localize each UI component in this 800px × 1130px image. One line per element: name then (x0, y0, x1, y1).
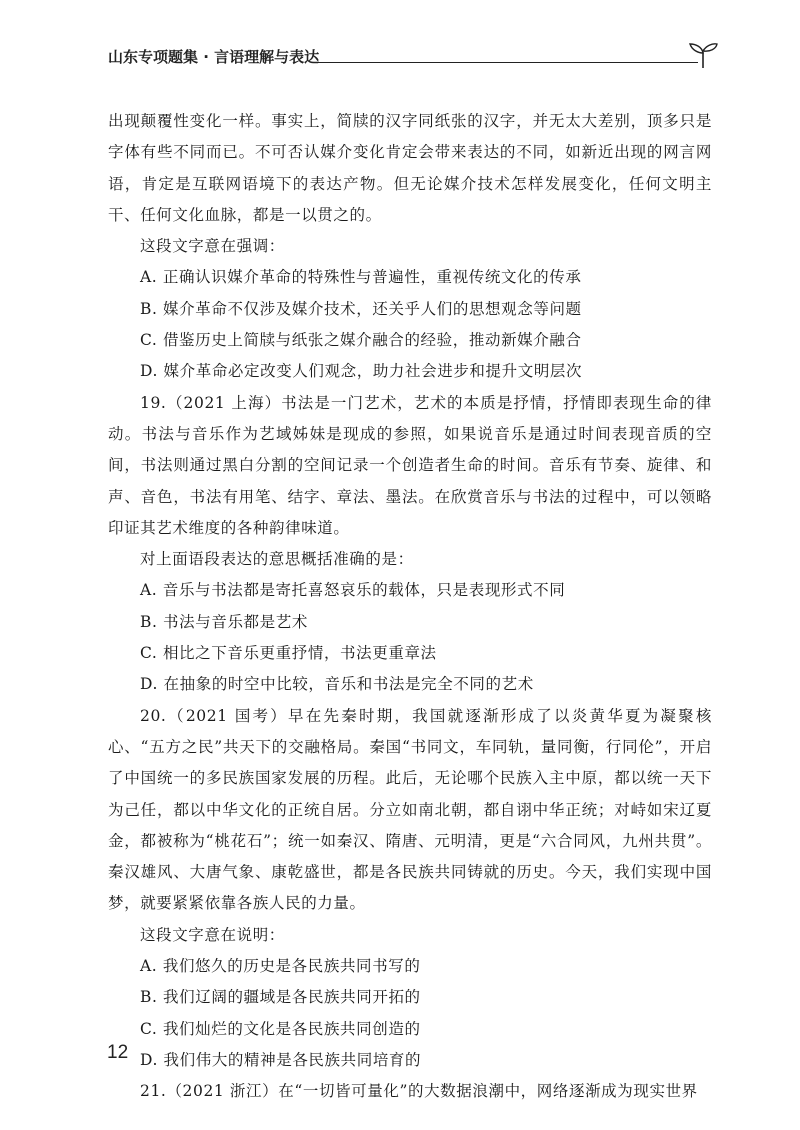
option-b: B. 我们辽阔的疆域是各民族共同开拓的 (140, 988, 421, 1007)
option-a: A. 正确认识媒介革命的特殊性与普遍性，重视传统文化的传承 (140, 268, 582, 287)
option-a: A. 我们悠久的历史是各民族共同书写的 (140, 957, 421, 976)
option-c: C. 借鉴历史上简牍与纸张之媒介融合的经验，推动新媒介融合 (140, 331, 582, 350)
option-d: D. 我们伟大的精神是各民族共同培育的 (140, 1050, 422, 1069)
question-21: 21.（2021 浙江）在“一切皆可量化”的大数据浪潮中，网络逐渐成为现实世界 (140, 1082, 698, 1101)
question-stem: 这段文字意在说明： (140, 925, 285, 944)
header-rule (313, 62, 698, 63)
header-title: 山东专项题集 · 言语理解与表达 (108, 48, 320, 66)
option-a: A. 音乐与书法都是寄托喜怒哀乐的载体，只是表现形式不同 (140, 581, 566, 600)
question-stem: 这段文字意在强调： (140, 237, 285, 256)
question-20: 20.（2021 国考）早在先秦时期，我国就逐渐形成了以炎黄华夏为凝聚核心、“五方之民”共天下的交融格局。秦国“书同文，车同轨，量同衡，行同伦”，开启了中国统一的多民族国家发展的历程。此后，无论哪个民族入主中原，都以统一天下为己任，都以中华文化的正统自居。分立如南北朝，都自诩中华正统；对峙如宋辽夏金，都被称为“桃花石”；统一如秦汉、隋唐、元明清，更是“六合同风，九州共贯”。秦汉雄风、大唐气象、康乾盛世，都是各民族共同铸就的历史。今天，我们实现中国梦，就要紧紧依靠各族人民的力量。 (108, 706, 712, 913)
page-body (108, 106, 712, 1108)
question-19: 19.（2021 上海）书法是一门艺术，艺术的本质是抒情，抒情即表现生命的律动。书法与音乐作为艺域姊妹是现成的参照，如果说音乐是通过时间表现音质的空间，书法则通过黑白分割的空间记录一个创造者生命的时间。音乐有节奏、旋律、和声、音色，书法有用笔、结字、章法、墨法。在欣赏音乐与书法的过程中，可以领略印证其艺术维度的各种韵律味道。 (108, 393, 712, 537)
option-b: B. 媒介革命不仅涉及媒介技术，还关乎人们的思想观念等问题 (140, 299, 582, 318)
option-c: C. 相比之下音乐更重抒情，书法更重章法 (140, 644, 437, 663)
option-b: B. 书法与音乐都是艺术 (140, 612, 308, 631)
option-d: D. 媒介革命必定改变人们观念，助力社会进步和提升文明层次 (140, 362, 583, 381)
question-stem: 对上面语段表达的意思概括准确的是： (140, 550, 414, 569)
paragraph-continued: 出现颠覆性变化一样。事实上，简牍的汉字同纸张的汉字，并无太大差别，顶多只是字体有些不同而已。不可否认媒介变化肯定会带来表达的不同，如新近出现的网言网语，肯定是互联网语境下的表达产物。但无论媒介技术怎样发展变化，任何文明主干、任何文化血脉，都是一以贯之的。 (108, 112, 712, 224)
sprout-icon (686, 40, 720, 70)
running-header (108, 44, 718, 74)
option-c: C. 我们灿烂的文化是各民族共同创造的 (140, 1019, 421, 1038)
option-d: D. 在抽象的时空中比较，音乐和书法是完全不同的艺术 (140, 675, 534, 694)
page-number: 12 (107, 1042, 129, 1063)
